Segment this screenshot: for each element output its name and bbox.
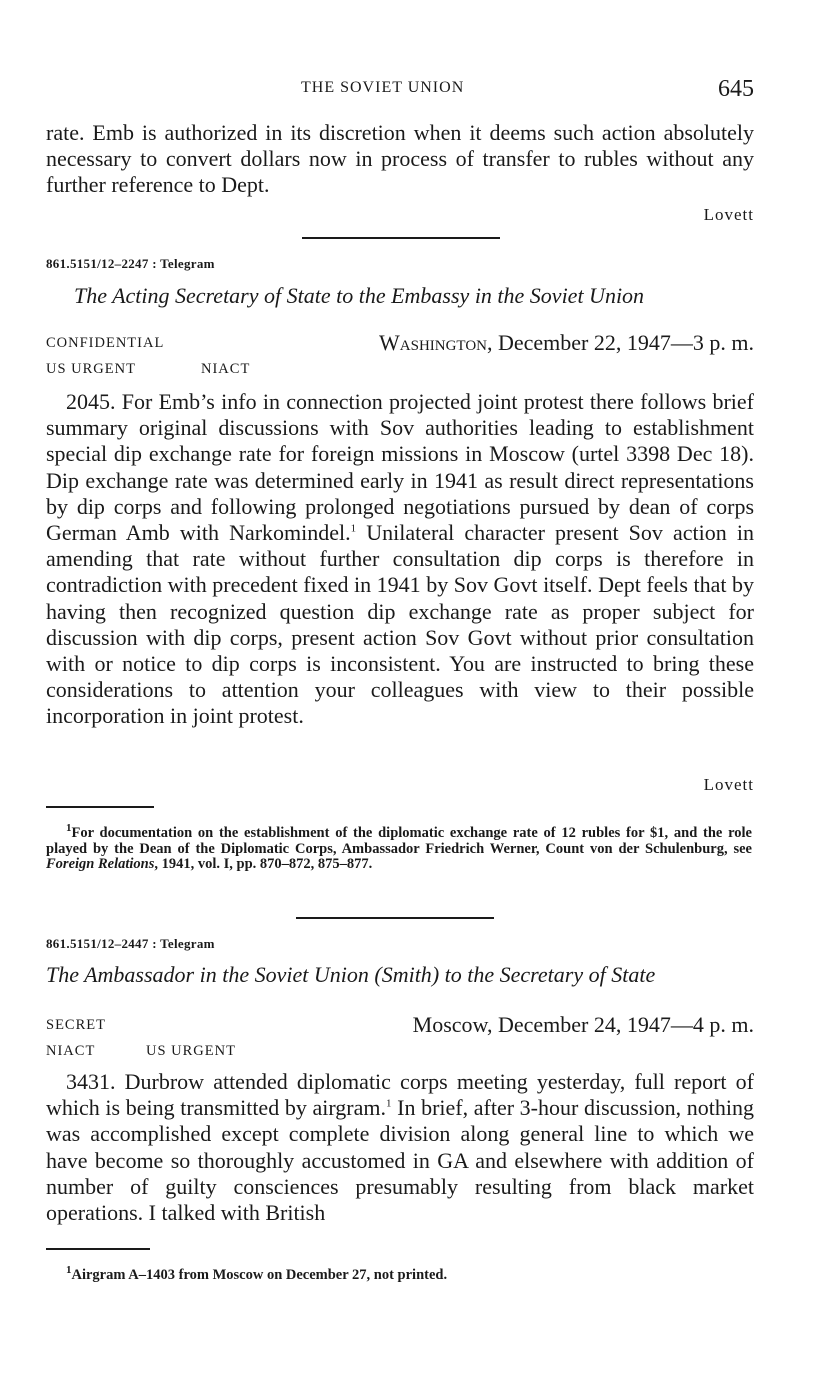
doc2-body-text-2: In brief, after 3-hour discussion, nothing was accomplished except complete division along general line to which we have become so thoroughly accustomed in GA and elsewhere with addition of number of guilty consciences presumably resulting from black market operations. I talked with British [46, 1095, 754, 1226]
doc2-heading-text-1: The Ambassador in the Soviet Union ( [46, 962, 382, 987]
doc2-footnote [46, 1264, 752, 1284]
doc1-footnote [46, 822, 752, 873]
doc1-footnote-source: Foreign Relations [46, 856, 155, 872]
doc1-file-number: 861.5151/12–2247 : Telegram [46, 256, 215, 271]
doc2-classification: SECRET [46, 1017, 106, 1033]
doc1-heading: The Acting Secretary of State to the Embassy in the Soviet Union [74, 283, 645, 308]
doc2-precedence-niact: NIACT [46, 1043, 96, 1059]
doc2-precedence-urgent: US URGENT [146, 1043, 236, 1059]
running-head-title: THE SOVIET UNION [301, 79, 465, 96]
doc1-footnote-marker: 1 [66, 822, 72, 835]
doc1-footnote-ref: 1 [350, 522, 357, 535]
doc2-body [46, 1069, 754, 1226]
doc1-dateline-date: , December 22, 1947—3 p. m. [487, 330, 754, 355]
doc2-body-text-1: 3431. Durbrow attended diplomatic corps meeting yesterday, full report of which is being transmitted by airgram. [46, 1069, 754, 1121]
section-divider-2 [296, 917, 494, 919]
doc1-body-text-2: Unilateral character present Sov action in amending that rate without further consultation dip corps is therefore in contradiction with precedent fixed in 1941 by Sov Govt itself. Dept feels that by having then recognized question dip exchange rate as proper subject for discussion with dip corps, present action Sov Govt without prior consultation with or notice to dip corps is inconsistent. You are instructed to bring these considerations to attention your colleagues with view to their possible incorporation in joint protest. [46, 520, 754, 729]
section-divider [302, 237, 500, 239]
doc1-body-text-1: 2045. For Emb’s info in connection projected joint protest there follows brief summary original discussions with Sov authorities leading to establishment special dip exchange rate for foreign missions in Moscow (urtel 3398 Dec 18). Dip exchange rate was determined early in 1941 as result direct representations by dip corps and following prolonged negotiations pursued by dean of corps German Amb with Narkomindel. [46, 389, 754, 546]
doc2-heading-name: Smith [381, 962, 432, 987]
doc1-dateline [379, 330, 754, 356]
doc2-heading [46, 962, 754, 988]
doc2-heading-text-2: ) to the Secretary of State [431, 962, 656, 987]
running-head [46, 76, 754, 106]
doc2-footnote-ref: 1 [385, 1097, 392, 1110]
carryover-paragraph: rate. Emb is authorized in its discretion when it deems such action absolutely necessary to convert dollars now in process of transfer to rubles without any further reference to Dept. [46, 120, 754, 198]
doc2-footnote-text: Airgram A–1403 from Moscow on December 27, not printed. [71, 1267, 448, 1283]
page-number: 645 [718, 76, 754, 102]
doc1-footnote-text-1: For documentation on the establishment of the diplomatic exchange rate of 12 rubles for $1, and the role played by the Dean of the Diplomatic Corps, Ambassador Friedrich Werner, Count von der Schulenburg, see [46, 825, 752, 857]
doc1-dateline-place: Washington [379, 330, 487, 355]
doc1-precedence-niact: NIACT [201, 361, 251, 377]
doc1-classification: CONFIDENTIAL [46, 335, 165, 351]
doc1-precedence-urgent: US URGENT [46, 361, 136, 377]
doc2-footnote-marker: 1 [66, 1264, 72, 1277]
doc1-footnote-text-2: , 1941, vol. I, pp. 870–872, 875–877. [154, 856, 373, 872]
footnote-rule-1 [46, 806, 154, 808]
signature-lovett-1: Lovett [703, 205, 754, 224]
document-page [46, 0, 754, 1380]
signature-lovett-2: Lovett [703, 775, 754, 794]
doc1-body [46, 389, 754, 730]
footnote-rule-2 [46, 1248, 150, 1250]
doc2-file-number: 861.5151/12–2447 : Telegram [46, 936, 215, 951]
doc2-dateline: Moscow, December 24, 1947—4 p. m. [412, 1012, 754, 1037]
